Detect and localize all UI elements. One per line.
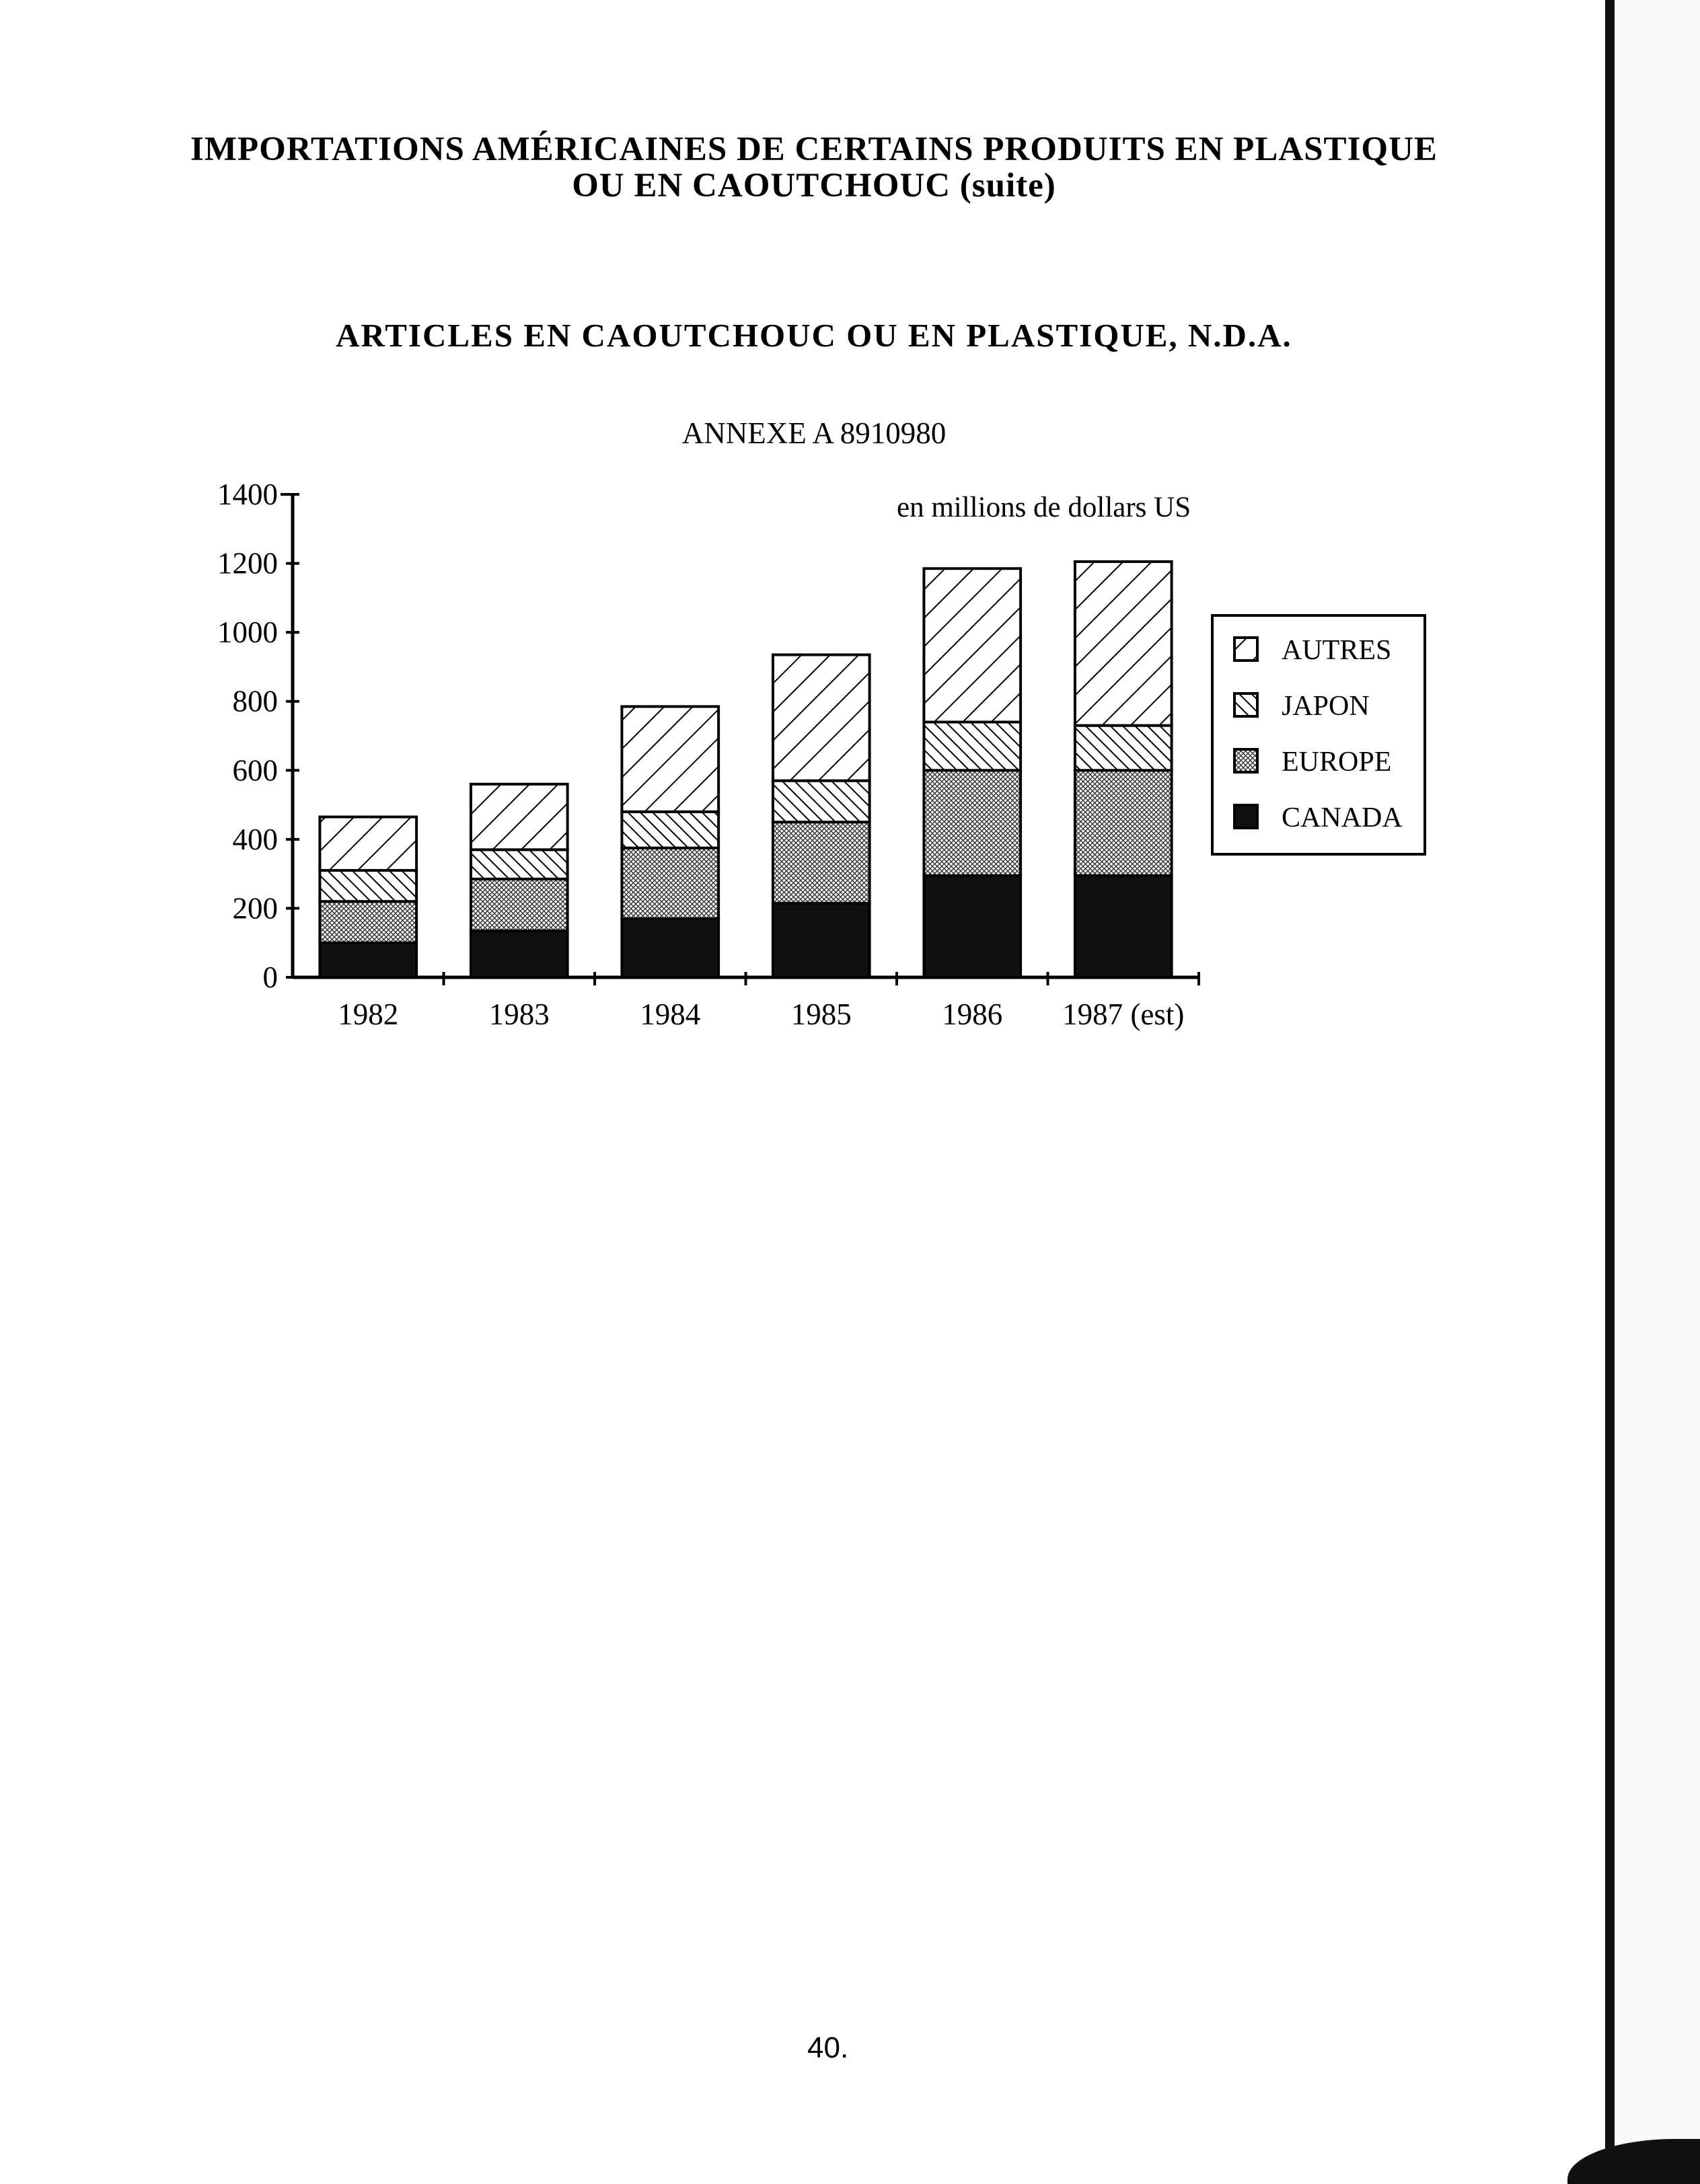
legend-label-autres: AUTRES — [1282, 635, 1392, 666]
bar-segment-europe-1984 — [622, 848, 718, 919]
page-title-line-2: OU EN CAOUTCHOUC (suite) — [572, 167, 1056, 204]
bar-segment-japon-1985 — [773, 781, 870, 823]
bar-segment-japon-1983 — [471, 850, 568, 879]
legend-swatch-japon — [1234, 693, 1257, 716]
page-subtitle: ARTICLES EN CAOUTCHOUC OU EN PLASTIQUE, N.D.A. — [336, 317, 1292, 354]
bar-segment-canada-1986 — [924, 876, 1021, 977]
bar-segment-japon-1982 — [320, 870, 416, 901]
bar-segment-autres-1986 — [924, 568, 1021, 722]
bar-segment-canada-1984 — [622, 919, 718, 977]
x-tick-label: 1984 — [640, 997, 701, 1031]
legend-swatch-europe — [1234, 749, 1257, 772]
chart-unit-label: en millions de dollars US — [897, 492, 1191, 523]
y-tick-label: 1000 — [217, 615, 278, 650]
x-tick-label: 1985 — [790, 997, 852, 1031]
y-tick-label: 800 — [232, 684, 278, 718]
chart-bars — [320, 562, 1171, 977]
bar-segment-autres-1984 — [622, 706, 718, 811]
bar-segment-europe-1987est — [1075, 770, 1172, 875]
y-tick-label: 1200 — [217, 546, 278, 580]
page-binding-edge-foot — [1567, 2139, 1700, 2184]
bar-segment-canada-1987est — [1075, 876, 1172, 977]
y-tick-label: 1400 — [217, 478, 278, 511]
bar-segment-japon-1986 — [924, 722, 1021, 770]
stacked-bar-chart — [0, 0, 1700, 1090]
bar-segment-europe-1983 — [471, 879, 568, 931]
legend-label-japon: JAPON — [1282, 691, 1370, 722]
bar-segment-autres-1982 — [320, 817, 416, 870]
legend-label-europe: EUROPE — [1282, 747, 1392, 778]
bar-segment-europe-1986 — [924, 770, 1021, 875]
bar-segment-japon-1984 — [622, 812, 718, 848]
y-tick-label: 0 — [262, 961, 278, 994]
bar-segment-canada-1985 — [773, 903, 870, 977]
bar-segment-autres-1983 — [471, 784, 568, 850]
page-title-line-1: IMPORTATIONS AMÉRICAINES DE CERTAINS PRODUITS EN PLASTIQUE — [190, 130, 1438, 168]
chart-title: ANNEXE A 8910980 — [681, 416, 947, 450]
bar-segment-canada-1983 — [471, 931, 568, 977]
page-number: 40. — [807, 2031, 849, 2064]
bar-segment-autres-1985 — [773, 654, 870, 780]
x-tick-label: 1982 — [338, 997, 399, 1031]
bar-segment-autres-1987est — [1075, 562, 1172, 726]
y-tick-label: 200 — [232, 891, 278, 926]
legend-swatch-canada — [1234, 805, 1257, 828]
y-tick-label: 400 — [232, 822, 278, 856]
y-tick-label: 600 — [232, 753, 278, 788]
legend-label-canada: CANADA — [1282, 802, 1403, 833]
bar-segment-europe-1982 — [320, 901, 416, 943]
bar-segment-europe-1985 — [773, 822, 870, 903]
chart-legend — [1212, 615, 1425, 854]
legend-swatch-autres — [1234, 638, 1257, 661]
bar-segment-canada-1982 — [320, 943, 416, 977]
x-tick-label: 1983 — [488, 997, 550, 1031]
bar-segment-japon-1987est — [1075, 726, 1172, 771]
x-tick-label: 1986 — [942, 997, 1003, 1031]
x-tick-label: 1987 (est) — [1062, 997, 1185, 1031]
